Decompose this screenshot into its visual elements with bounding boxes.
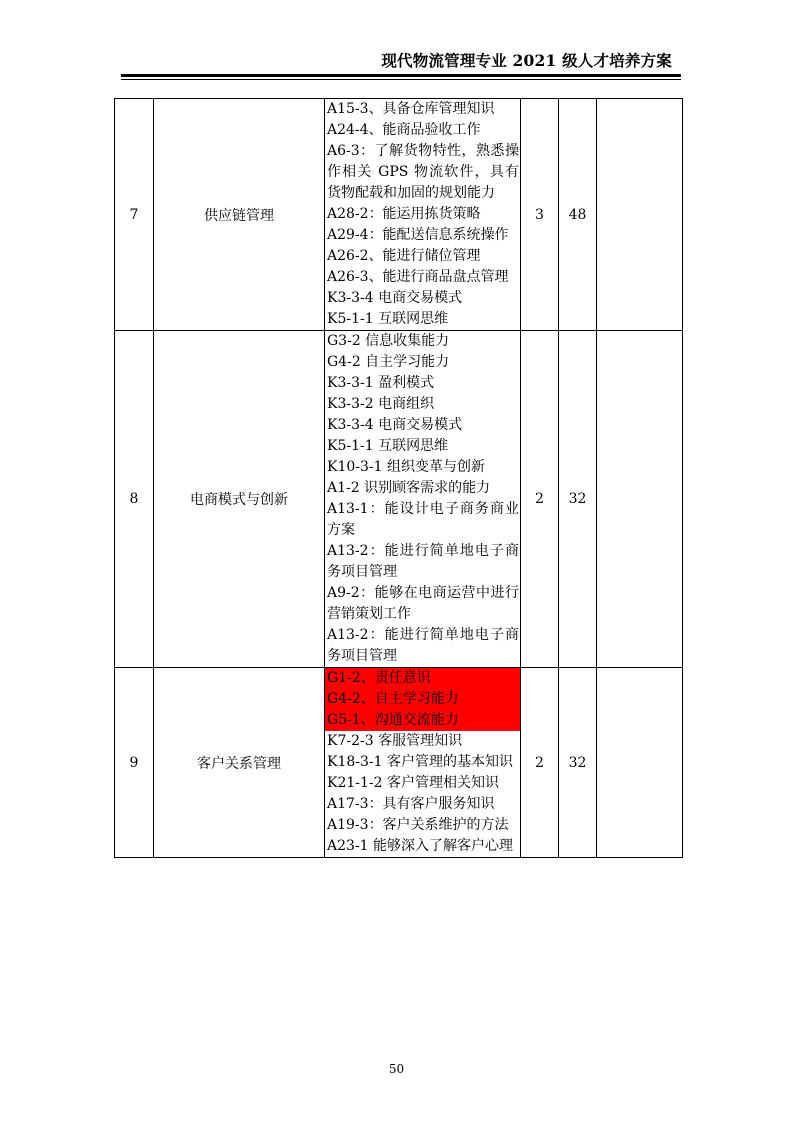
outcome-item: G3-2 信息收集能力	[327, 333, 450, 349]
outcome-item: A29-4：能配送信息系统操作	[327, 227, 509, 243]
curriculum-table	[114, 98, 683, 858]
outcome-item: K3-3-1 盈利模式	[327, 375, 435, 391]
outcome-item: K21-1-2 客户管理相关知识	[327, 775, 499, 791]
outcome-item: A24-4、能商品验收工作	[327, 122, 481, 138]
header-title: 现代物流管理专业 2021 级人才培养方案	[381, 51, 672, 70]
outcome-item: A15-3、具备仓库管理知识	[327, 101, 495, 117]
course-row	[115, 668, 683, 858]
course-name: 电商模式与创新	[154, 331, 325, 668]
outcome-item: A23-1 能够深入了解客户心理	[327, 838, 514, 854]
outcome-item: K3-3-4 电商交易模式	[327, 290, 463, 306]
outcome-item: K18-3-1 客户管理的基本知识	[327, 754, 513, 770]
course-outcomes	[325, 668, 521, 858]
course-name: 客户关系管理	[154, 668, 325, 858]
course-hours: 32	[559, 331, 597, 668]
outcome-item: K5-1-1 互联网思维	[327, 311, 449, 327]
outcome-item: A1-2 识别顾客需求的能力	[327, 480, 491, 496]
outcome-item: A13-2：能进行简单地电子商务项目管理	[327, 543, 519, 580]
course-remark	[597, 331, 683, 668]
outcome-item: A19-3：客户关系维护的方法	[327, 817, 509, 833]
course-outcomes	[325, 331, 521, 668]
outcome-item-highlighted: G5-1、沟通交流能力	[325, 710, 520, 731]
outcome-item: A6-3：了解货物特性，熟悉操作相关 GPS 物流软件，具有货物配载和加固的规划能力	[327, 143, 519, 201]
course-row	[115, 99, 683, 331]
outcome-item: A13-2：能进行简单地电子商务项目管理	[327, 627, 519, 664]
course-number: 7	[115, 99, 154, 331]
course-credits: 2	[521, 668, 559, 858]
course-credits: 3	[521, 99, 559, 331]
outcome-item: K3-3-2 电商组织	[327, 396, 435, 412]
course-credits: 2	[521, 331, 559, 668]
course-remark	[597, 668, 683, 858]
course-number: 9	[115, 668, 154, 858]
outcome-item: K10-3-1 组织变革与创新	[327, 459, 485, 475]
header-rule-thin	[121, 79, 681, 80]
outcome-item: A26-2、能进行储位管理	[327, 248, 481, 264]
outcome-item-highlighted: G1-2、责任意识	[325, 668, 520, 689]
outcome-item: K3-3-4 电商交易模式	[327, 417, 463, 433]
page-number: 50	[388, 1062, 405, 1076]
header-rule-thick	[121, 74, 681, 77]
outcome-item: A26-3、能进行商品盘点管理	[327, 269, 509, 285]
course-outcomes	[325, 99, 521, 331]
course-row	[115, 331, 683, 668]
outcome-item: A9-2：能够在电商运营中进行营销策划工作	[327, 585, 519, 622]
outcome-item: A28-2：能运用拣货策略	[327, 206, 481, 222]
outcome-item: K5-1-1 互联网思维	[327, 438, 449, 454]
outcome-item: A17-3：具有客户服务知识	[327, 796, 495, 812]
outcome-item-highlighted: G4-2、自主学习能力	[325, 689, 520, 710]
course-remark	[597, 99, 683, 331]
course-name: 供应链管理	[154, 99, 325, 331]
outcome-item: K7-2-3 客服管理知识	[327, 733, 463, 749]
curriculum-table-body	[115, 99, 683, 858]
course-hours: 32	[559, 668, 597, 858]
outcome-item: G4-2 自主学习能力	[327, 354, 450, 370]
course-hours: 48	[559, 99, 597, 331]
outcome-item: A13-1：能设计电子商务商业方案	[327, 501, 519, 538]
course-number: 8	[115, 331, 154, 668]
